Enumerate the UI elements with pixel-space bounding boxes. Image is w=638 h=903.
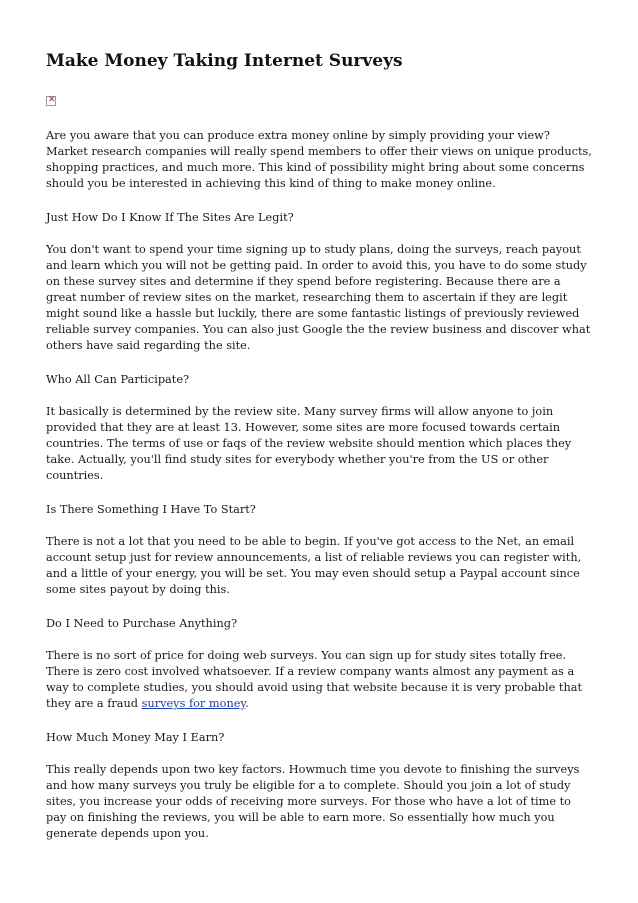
intro-paragraph: Are you aware that you can produce extra money online by simply providing your view? Market research companies will really spend members to offer their views on unique products, shopping practices, and much more. This kind of possibility might bring about some concerns should you be interested in achieving this kind of thing to make money online. <box>46 129 592 190</box>
section-body-purchase <box>46 648 594 712</box>
broken-image-x-mark: ✕ <box>48 95 56 105</box>
section-body-legit: You don't want to spend your time signing up to study plans, doing the surveys, reach payout and learn which you will not be getting paid. In order to avoid this, you have to do some study on these survey sites and determine if they spend before registering. Because there are a great number of review sites on the market, researching them to ascertain if they are legit might sound like a hassle but luckily, there are some fantastic listings of previously reviewed reliable survey companies. You can also just Google the the review business and discover what others have said regarding the site. <box>46 243 591 352</box>
broken-image-icon <box>46 96 56 106</box>
section-body-purchase-end: . <box>245 697 249 710</box>
section-heading-participate: Who All Can Participate? <box>46 373 190 386</box>
page-title: Make Money Taking Internet Surveys <box>46 51 403 71</box>
section-heading-earn: How Much Money May I Earn? <box>46 731 225 744</box>
document-page <box>46 50 594 860</box>
section-heading-legit: Just How Do I Know If The Sites Are Legit? <box>46 211 294 224</box>
surveys-for-money-link[interactable]: surveys for money <box>141 697 246 710</box>
section-heading-start: Is There Something I Have To Start? <box>46 503 256 516</box>
section-body-earn: This really depends upon two key factors. Howmuch time you devote to finishing the surveys and how many surveys you truly be eligible for a to complete. Should you join a lot of study sites, you increase your odds of receiving more surveys. For those who have a lot of time to pay on finishing the reviews, you will be able to earn more. So essentially how much you generate depends upon you. <box>46 763 580 840</box>
section-body-purchase-text: There is no sort of price for doing web surveys. You can sign up for study sites totally free. There is zero cost involved whatsoever. If a review company wants almost any payment as a way to complete studies, you should avoid using that website because it is very probable that they are a fraud <box>46 649 583 710</box>
section-heading-purchase: Do I Need to Purchase Anything? <box>46 617 238 630</box>
section-body-participate: It basically is determined by the review site. Many survey firms will allow anyone to join provided that they are at least 13. However, some sites are more focused towards certain countries. The terms of use or faqs of the review website should mention which places they take. Actually, you'll find study sites for everybody whether you're from the US or other countries. <box>46 405 572 482</box>
section-body-start: There is not a lot that you need to be able to begin. If you've got access to the Net, an email account setup just for review announcements, a list of reliable reviews you can register with, and a little of your energy, you will be set. You may even should setup a Paypal account since some sites payout by doing this. <box>46 535 582 596</box>
